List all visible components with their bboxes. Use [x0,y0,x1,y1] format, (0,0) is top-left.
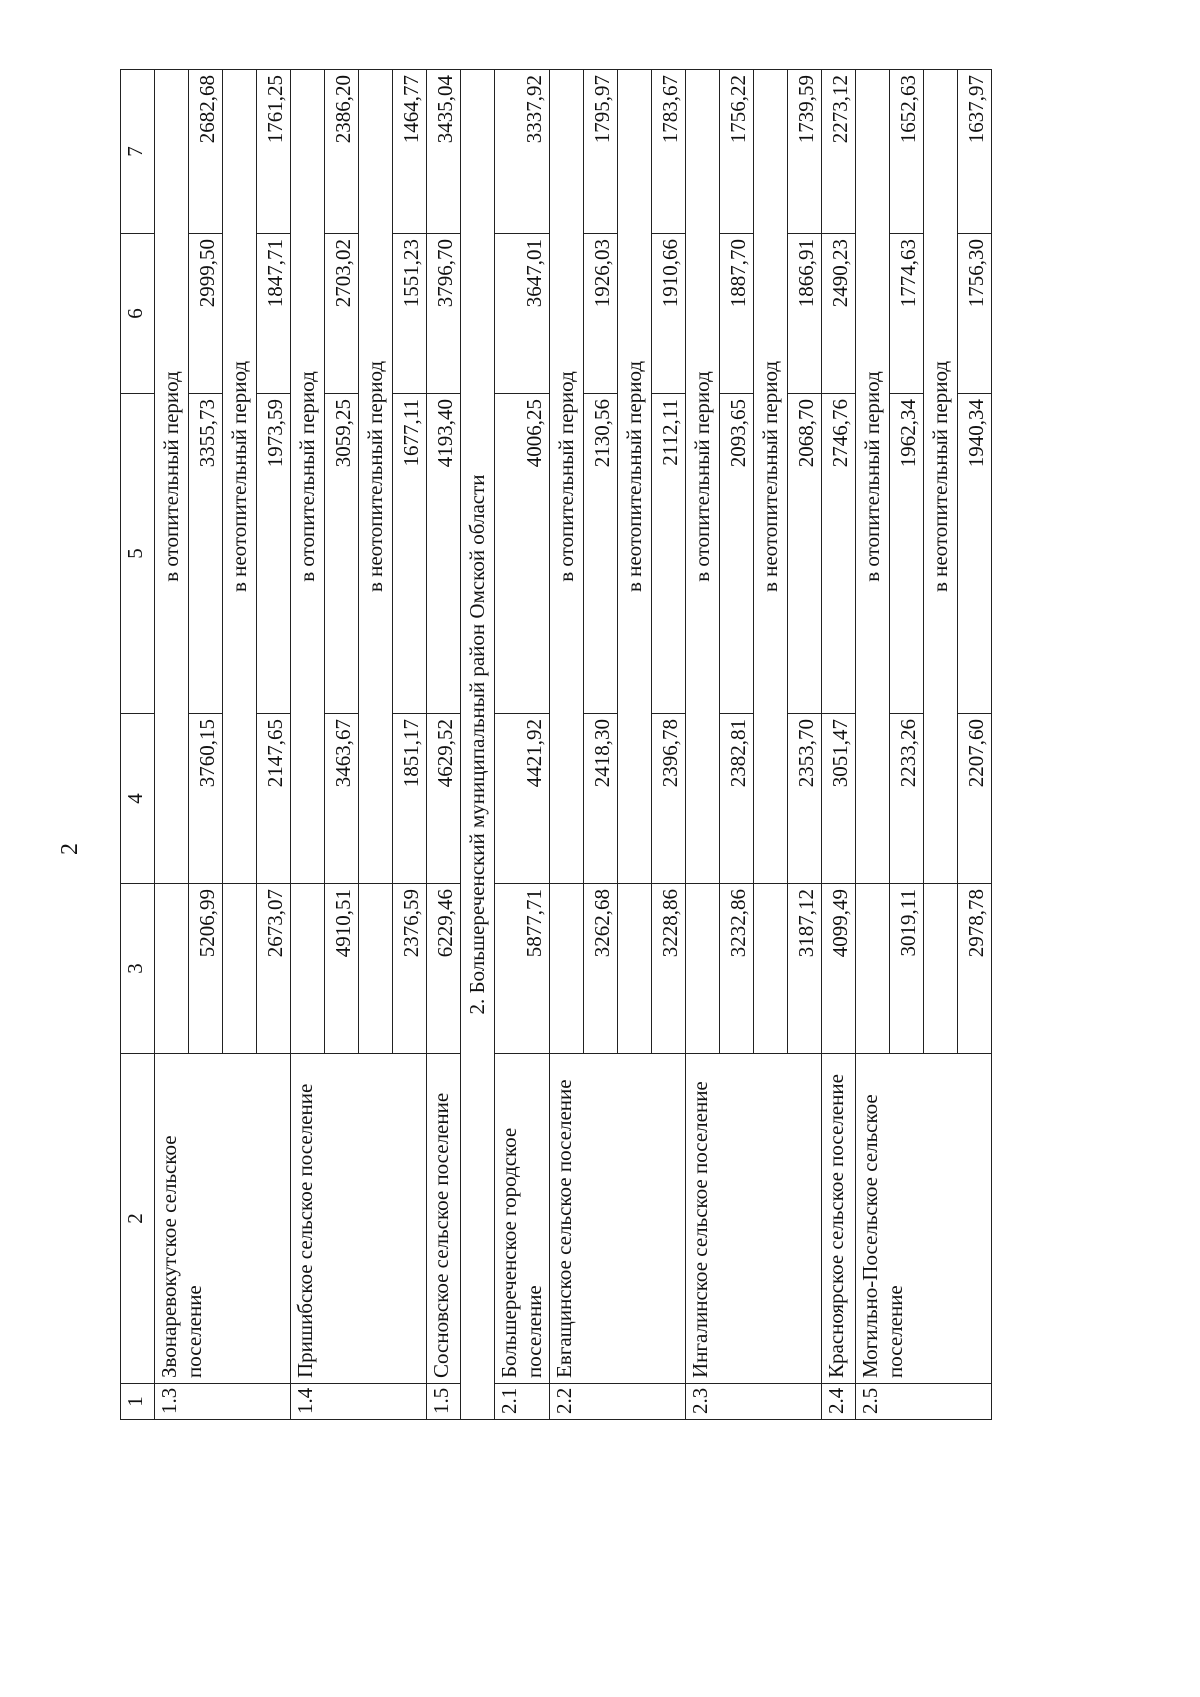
value-cell: 2233,26 [890,714,924,884]
row-number: 2.2 [550,1384,686,1420]
value-cell: 1652,63 [890,70,924,234]
value-cell: 5877,71 [495,884,550,1054]
row-number: 2.3 [686,1384,822,1420]
value-cell: 1739,59 [788,70,822,234]
value-cell: 3051,47 [822,714,856,884]
blank-cell [856,884,890,1054]
value-cell: 2703,02 [325,234,359,394]
value-cell: 1464,77 [393,70,427,234]
value-cell: 1887,70 [720,234,754,394]
value-cell: 4629,52 [427,714,461,884]
table-row [686,70,720,1420]
period-label: в отопительный период [686,70,720,884]
value-cell: 4421,92 [495,714,550,884]
header-col-5: 5 [121,394,155,714]
tariff-table [120,69,992,1420]
header-col-3: 3 [121,884,155,1054]
table-row [427,70,461,1420]
value-cell: 2418,30 [584,714,618,884]
header-col-6: 6 [121,234,155,394]
page-number: 2 [57,843,83,855]
period-label: в неотопительный период [754,70,788,884]
table-body [121,70,992,1420]
value-cell: 1774,63 [890,234,924,394]
value-cell: 3463,67 [325,714,359,884]
value-cell: 2147,65 [257,714,291,884]
period-label: в неотопительный период [924,70,958,884]
value-cell: 2273,12 [822,70,856,234]
value-cell: 1795,97 [584,70,618,234]
table-row [155,70,189,1420]
period-label: в неотопительный период [618,70,652,884]
settlement-name: Красноярское сельское поселение [822,1054,856,1384]
blank-cell [686,884,720,1054]
header-row [121,70,155,1420]
value-cell: 2673,07 [257,884,291,1054]
value-cell: 3796,70 [427,234,461,394]
blank-cell [359,884,393,1054]
value-cell: 2999,50 [189,234,223,394]
value-cell: 1756,30 [958,234,992,394]
value-cell: 3228,86 [652,884,686,1054]
blank-cell [223,884,257,1054]
value-cell: 3355,73 [189,394,223,714]
header-col-4: 4 [121,714,155,884]
value-cell: 2396,78 [652,714,686,884]
period-label: в неотопительный период [223,70,257,884]
table-row [291,70,325,1420]
value-cell: 2376,59 [393,884,427,1054]
row-number: 2.5 [856,1384,992,1420]
blank-cell [291,884,325,1054]
settlement-name: Звонаревокутское сельское поселение [155,1054,291,1384]
period-label: в отопительный период [155,70,189,884]
value-cell: 2746,76 [822,394,856,714]
value-cell: 2353,70 [788,714,822,884]
blank-cell [924,884,958,1054]
settlement-name: Могильно-Посельское сельское поселение [856,1054,992,1384]
value-cell: 3187,12 [788,884,822,1054]
settlement-name: Ингалинское сельское поселение [686,1054,822,1384]
value-cell: 4099,49 [822,884,856,1054]
blank-cell [754,884,788,1054]
settlement-name: Большереченское городское поселение [495,1054,550,1384]
period-label: в отопительный период [550,70,584,884]
period-label: в отопительный период [291,70,325,884]
section-title: 2. Большереченский муниципальный район Омской области [461,70,495,1420]
value-cell: 1851,17 [393,714,427,884]
value-cell: 2068,70 [788,394,822,714]
value-cell: 1783,67 [652,70,686,234]
value-cell: 3262,68 [584,884,618,1054]
value-cell: 3647,01 [495,234,550,394]
table-row [856,70,890,1420]
table-row [550,70,584,1420]
value-cell: 3059,25 [325,394,359,714]
value-cell: 3760,15 [189,714,223,884]
value-cell: 1973,59 [257,394,291,714]
value-cell: 3019,11 [890,884,924,1054]
value-cell: 2112,11 [652,394,686,714]
value-cell: 4006,25 [495,394,550,714]
row-number: 2.4 [822,1384,856,1420]
value-cell: 1926,03 [584,234,618,394]
value-cell: 1866,91 [788,234,822,394]
value-cell: 1637,97 [958,70,992,234]
section-row [461,70,495,1420]
value-cell: 2093,65 [720,394,754,714]
header-col-7: 7 [121,70,155,234]
value-cell: 1910,66 [652,234,686,394]
value-cell: 2386,20 [325,70,359,234]
value-cell: 4910,51 [325,884,359,1054]
settlement-name: Евгащинское сельское поселение [550,1054,686,1384]
header-col-2: 2 [121,1054,155,1384]
value-cell: 3435,04 [427,70,461,234]
value-cell: 2978,78 [958,884,992,1054]
period-label: в неотопительный период [359,70,393,884]
row-number: 1.3 [155,1384,291,1420]
blank-cell [550,884,584,1054]
row-number: 1.4 [291,1384,427,1420]
value-cell: 1847,71 [257,234,291,394]
rotated-table-wrapper [120,70,1090,1420]
value-cell: 3232,86 [720,884,754,1054]
value-cell: 2207,60 [958,714,992,884]
value-cell: 1962,34 [890,394,924,714]
value-cell: 1756,22 [720,70,754,234]
value-cell: 2382,81 [720,714,754,884]
value-cell: 2490,23 [822,234,856,394]
value-cell: 1761,25 [257,70,291,234]
value-cell: 4193,40 [427,394,461,714]
value-cell: 1940,34 [958,394,992,714]
row-number: 2.1 [495,1384,550,1420]
blank-cell [155,884,189,1054]
value-cell: 3337,92 [495,70,550,234]
row-number: 1.5 [427,1384,461,1420]
value-cell: 6229,46 [427,884,461,1054]
settlement-name: Сосновское сельское поселение [427,1054,461,1384]
settlement-name: Пришибское сельское поселение [291,1054,427,1384]
value-cell: 2682,68 [189,70,223,234]
header-col-1: 1 [121,1384,155,1420]
period-label: в отопительный период [856,70,890,884]
value-cell: 5206,99 [189,884,223,1054]
table-row [495,70,550,1420]
value-cell: 1551,23 [393,234,427,394]
table-row [822,70,856,1420]
blank-cell [618,884,652,1054]
value-cell: 2130,56 [584,394,618,714]
value-cell: 1677,11 [393,394,427,714]
